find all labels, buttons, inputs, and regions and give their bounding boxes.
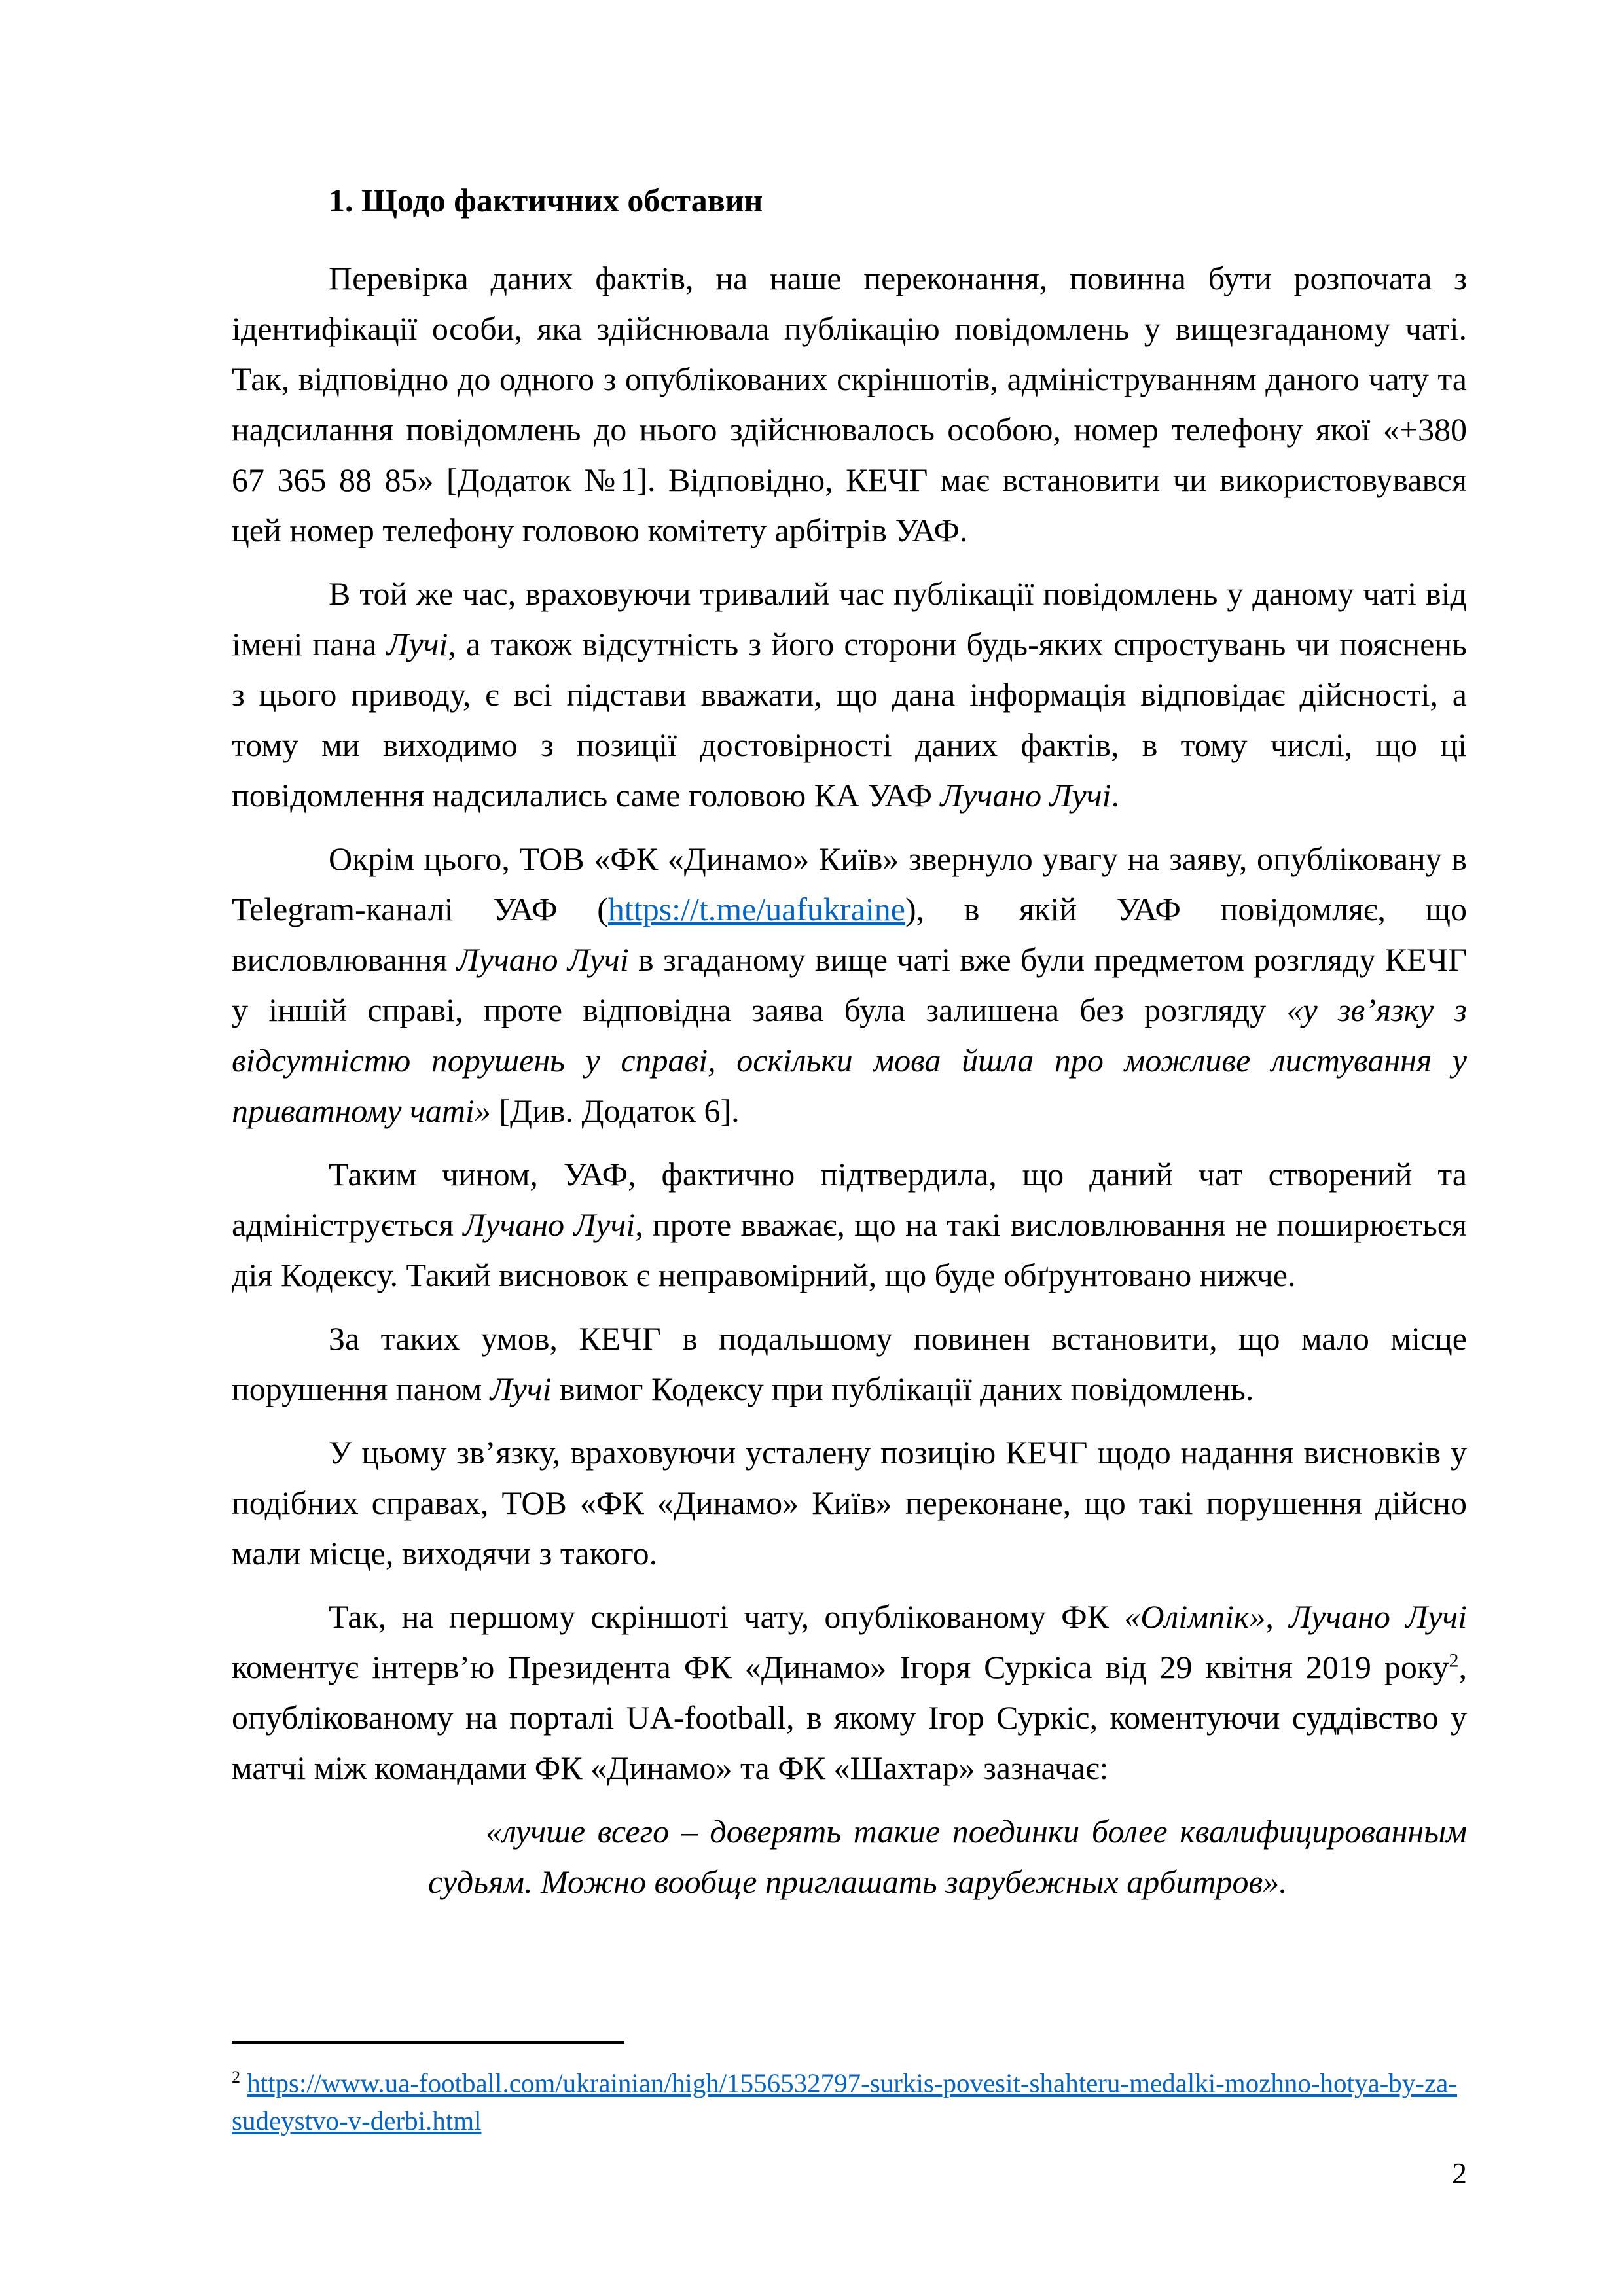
footnote-separator — [232, 2041, 624, 2044]
footnote-marker: 2 — [232, 2068, 240, 2087]
section-heading: 1. Щодо фактичних обставин — [329, 182, 763, 219]
paragraph-2: В той же час, враховуючи тривалий час публікації повідомлень у даному чаті від імені пана Лучі, а також відсутність з його сторони будь-яких спростувань чи пояснень з цього приводу, є всі підстави вважати, що дана інформація відповідає дійсності, а тому ми виходимо з позиції достовірності даних фактів, в тому числі, що ці повідомлення надсилались саме головою КА УАФ Лучано Лучі. — [232, 575, 1467, 814]
footnote — [232, 2058, 1467, 2140]
quotation: «лучше всего – доверять такие поединки более квалифицированным судьям. Можно вообще приглашать зарубежных арбитров». — [428, 1813, 1467, 1900]
paragraph-7: Так, на першому скріншоті чату, опублікованому ФК «Олімпік», Лучано Лучі коментує інтерв’ю Президента ФК «Динамо» Ігоря Суркіса від 29 квітня 2019 року$^2$, опублікованому на порталі UA-football, в якому Ігор Суркіс, коментуючи суддівство у матчі між командами ФК «Динамо» та ФК «Шахтар» зазначає: — [232, 1598, 1468, 1786]
telegram-link[interactable]: https://t.me/uafukraine — [607, 891, 905, 927]
paragraph-4: Таким чином, УАФ, фактично підтвердила, що даний чат створений та адмініструється Лучано Лучі, проте вважає, що на такі висловлювання не поширюється дія Кодексу. Такий висновок є неправомірний, що буде обґрунтовано нижче. — [232, 1156, 1467, 1293]
footnote-reference: 2 — [1449, 1649, 1459, 1672]
paragraph-3: Окрім цього, ТОВ «ФК «Динамо» Київ» звернуло увагу на заяву, опубліковану в Telegram-каналі УАФ (https://t.me/uafukraine), в якій УАФ повідомляє, що висловлювання Лучано Лучі в згаданому вище чаті вже були предметом розгляду КЕЧГ у іншій справі, проте відповідна заява була залишена без розгляду «у зв’язку з відсутністю порушень у справі, оскільки мова йшла про можливе листування у приватному чаті» [Див. Додаток 6]. — [232, 840, 1468, 1129]
paragraph-5: За таких умов, КЕЧГ в подальшому повинен встановити, що мало місце порушення паном Лучі вимог Кодексу при публікації даних повідомлень. — [232, 1320, 1467, 1407]
footnote-link[interactable]: https://www.ua-football.com/ukrainian/high/1556532797-surkis-povesit-shahteru-medalki-mozhno-hotya-by-za-sudeystvo-v-derbi.html — [232, 2068, 1457, 2136]
page-number: 2 — [1452, 2157, 1467, 2190]
paragraph-1: Перевірка даних фактів, на наше переконання, повинна бути розпочата з ідентифікації особи, яка здійснювала публікацію повідомлень у вищезгаданому чаті. Так, відповідно до одного з опублікованих скріншотів, адмініструванням даного чату та надсилання повідомлень до нього здійснювалось особою, номер телефону якої «+380 67 365 88 85» [Додаток №1]. Відповідно, КЕЧГ має встановити чи використовувався цей номер телефону головою комітету арбітрів УАФ. — [232, 260, 1467, 548]
paragraph-6: У цьому зв’язку, враховуючи усталену позицію КЕЧГ щодо надання висновків у подібних справах, ТОВ «ФК «Динамо» Київ» переконане, що такі порушення дійсно мали місце, виходячи з такого. — [232, 1434, 1467, 1571]
document-body — [232, 175, 1467, 1907]
footnote-area — [232, 2041, 1467, 2140]
